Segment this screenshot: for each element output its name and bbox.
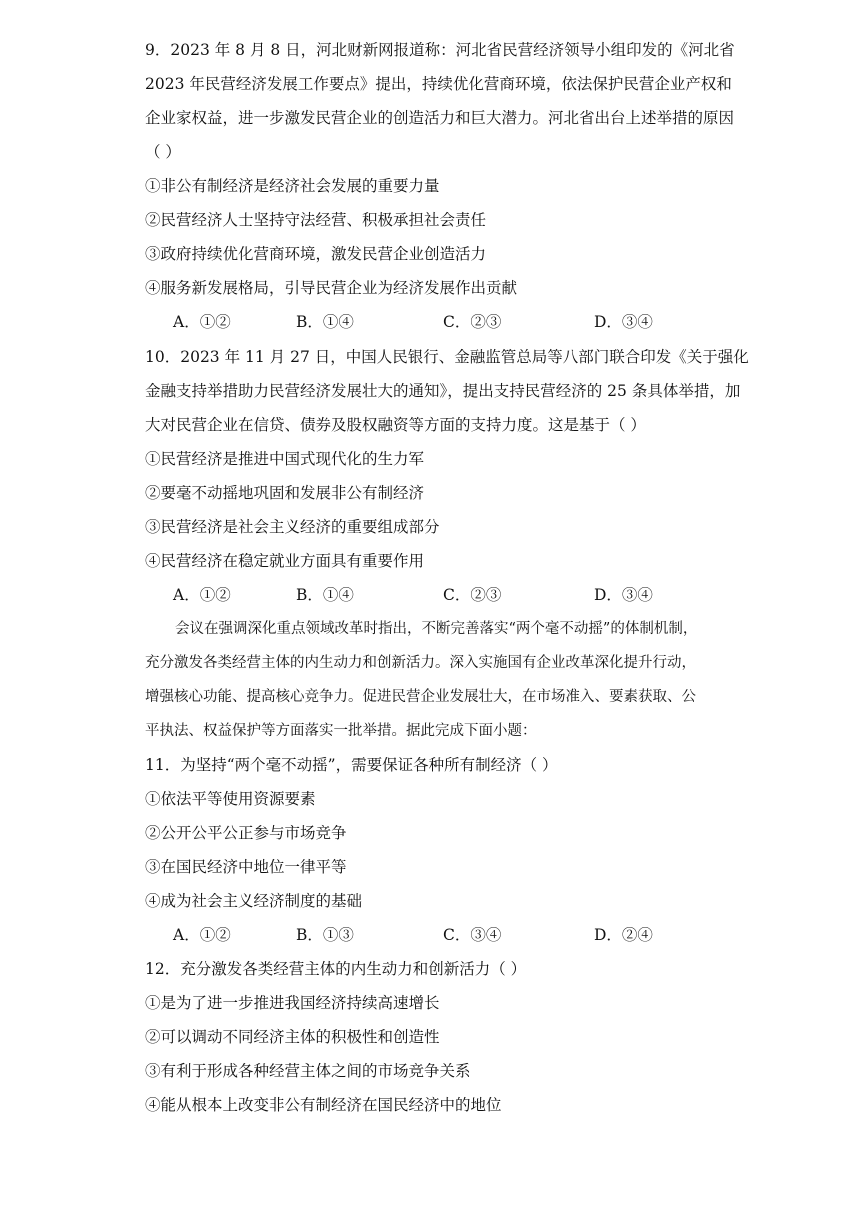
question-10-option-b[interactable]: B．①④ [296, 586, 354, 604]
passage-line-2: 充分激发各类经营主体的内生动力和创新活力。深入实施国有企业改革深化提升行动， [145, 655, 696, 671]
question-12-item-3: ③有利于形成各种经营主体之间的市场竞争关系 [145, 1062, 471, 1080]
passage-line-1: 会议在强调深化重点领域改革时指出，不断完善落实“两个毫不动摇”的体制机制， [175, 621, 698, 637]
question-10-stem-line-3: 大对民营企业在信贷、债券及股权融资等方面的支持力度。这是基于（ ） [145, 416, 646, 434]
question-9-option-a[interactable]: A．①② [173, 313, 231, 331]
question-9-option-d[interactable]: D．③④ [594, 313, 653, 331]
question-9-stem-line-2: 2023 年民营经济发展工作要点》提出，持续优化营商环境，依法保护民营企业产权和 [145, 75, 732, 93]
question-11-item-1: ①依法平等使用资源要素 [145, 790, 316, 808]
question-9-answer-blank: （ ） [145, 143, 181, 161]
question-9-option-b[interactable]: B．①④ [296, 313, 354, 331]
question-11-item-3: ③在国民经济中地位一律平等 [145, 858, 347, 876]
question-11-item-4: ④成为社会主义经济制度的基础 [145, 892, 363, 910]
question-12-item-1: ①是为了进一步推进我国经济持续高速增长 [145, 994, 440, 1012]
question-12-stem: 12．充分激发各类经营主体的内生动力和创新活力（ ） [145, 960, 527, 978]
question-10-option-a[interactable]: A．①② [173, 586, 231, 604]
question-9-stem-line-1: 9．2023 年 8 月 8 日，河北财新网报道称：河北省民营经济领导小组印发的《河北省 [145, 41, 735, 59]
question-9-stem-line-3: 企业家权益，进一步激发民营企业的创造活力和巨大潜力。河北省出台上述举措的原因 [145, 109, 735, 127]
question-10-item-1: ①民营经济是推进中国式现代化的生力军 [145, 450, 425, 468]
question-10-item-3: ③民营经济是社会主义经济的重要组成部分 [145, 518, 440, 536]
question-10-option-d[interactable]: D．③④ [594, 586, 653, 604]
question-9-item-4: ④服务新发展格局，引导民营企业为经济发展作出贡献 [145, 279, 518, 297]
question-10-item-2: ②要毫不动摇地巩固和发展非公有制经济 [145, 484, 425, 502]
passage-line-4: 平执法、权益保护等方面落实一批举措。据此完成下面小题： [145, 723, 537, 739]
question-9-item-1: ①非公有制经济是经济社会发展的重要力量 [145, 177, 440, 195]
question-12-item-2: ②可以调动不同经济主体的积极性和创造性 [145, 1028, 440, 1046]
question-10-option-c[interactable]: C．②③ [443, 586, 502, 604]
question-9-item-2: ②民营经济人士坚持守法经营、积极承担社会责任 [145, 211, 487, 229]
question-10-stem-line-2: 金融支持举措助力民营经济发展壮大的通知》，提出支持民营经济的 25 条具体举措，加 [145, 382, 741, 400]
question-11-option-b[interactable]: B．①③ [296, 926, 354, 944]
question-10-stem-line-1: 10．2023 年 11 月 27 日，中国人民银行、金融监管总局等八部门联合印发《关于强化 [145, 348, 749, 366]
question-11-stem: 11．为坚持“两个毫不动摇”，需要保证各种所有制经济（ ） [145, 756, 558, 774]
question-10-item-4: ④民营经济在稳定就业方面具有重要作用 [145, 552, 425, 570]
question-11-option-d[interactable]: D．②④ [594, 926, 653, 944]
question-12-item-4: ④能从根本上改变非公有制经济在国民经济中的地位 [145, 1096, 502, 1114]
question-9-item-3: ③政府持续优化营商环境，激发民营企业创造活力 [145, 245, 487, 263]
passage-line-3: 增强核心功能、提高核心竞争力。促进民营企业发展壮大，在市场准入、要素获取、公 [145, 689, 696, 705]
question-11-item-2: ②公开公平公正参与市场竞争 [145, 824, 347, 842]
question-11-option-c[interactable]: C．③④ [443, 926, 502, 944]
question-11-option-a[interactable]: A．①② [173, 926, 231, 944]
question-9-option-c[interactable]: C．②③ [443, 313, 502, 331]
